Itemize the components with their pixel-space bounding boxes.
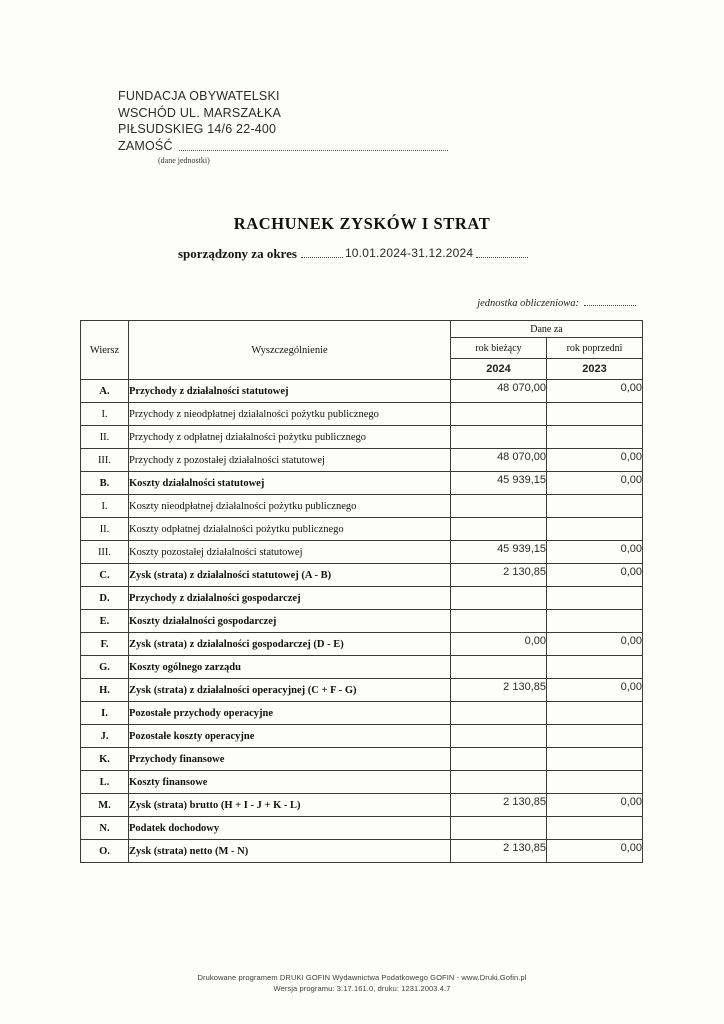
unit-line-3: PIŁSUDSKIEG 14/6 22-400	[118, 122, 277, 136]
table-row	[81, 564, 643, 587]
row-value-previous-year	[547, 725, 643, 748]
unit-details-block	[118, 88, 448, 165]
row-label: Koszty działalności gospodarczej	[129, 610, 451, 633]
row-label: Zysk (strata) netto (M - N)	[129, 840, 451, 863]
page-title: RACHUNEK ZYSKÓW I STRAT	[233, 214, 491, 233]
row-value-current-year: 2 130,85	[451, 679, 547, 702]
row-label: Zysk (strata) z działalności statutowej (A - B)	[129, 564, 451, 587]
row-symbol: M.	[81, 794, 129, 817]
row-label: Podatek dochodowy	[129, 817, 451, 840]
row-value-current-year	[451, 656, 547, 679]
row-value-previous-year: 0,00	[547, 564, 643, 587]
row-label: Koszty finansowe	[129, 771, 451, 794]
header-year-previous: 2023	[547, 359, 643, 380]
row-value-current-year: 2 130,85	[451, 794, 547, 817]
profit-and-loss-table	[80, 320, 643, 863]
row-symbol: I.	[81, 403, 129, 426]
row-symbol: F.	[81, 633, 129, 656]
row-label: Zysk (strata) z działalności operacyjnej (C + F - G)	[129, 679, 451, 702]
table-row	[81, 518, 643, 541]
row-value-previous-year	[547, 495, 643, 518]
table-row	[81, 748, 643, 771]
row-label: Przychody z działalności gospodarczej	[129, 587, 451, 610]
row-value-current-year	[451, 587, 547, 610]
row-value-previous-year: 0,00	[547, 541, 643, 564]
row-value-current-year: 45 939,15	[451, 472, 547, 495]
period-row	[178, 246, 558, 262]
row-value-previous-year	[547, 518, 643, 541]
row-value-current-year	[451, 403, 547, 426]
row-symbol: B.	[81, 472, 129, 495]
table-header-row-1	[81, 321, 643, 338]
table-row	[81, 679, 643, 702]
table-body	[81, 380, 643, 863]
table-row	[81, 633, 643, 656]
row-value-current-year	[451, 817, 547, 840]
row-symbol: K.	[81, 748, 129, 771]
row-value-current-year: 45 939,15	[451, 541, 547, 564]
table-row	[81, 817, 643, 840]
calculation-unit-dots	[584, 304, 636, 306]
row-value-previous-year	[547, 702, 643, 725]
period-dots-left	[301, 256, 343, 258]
row-symbol: G.	[81, 656, 129, 679]
row-value-previous-year	[547, 587, 643, 610]
row-label: Przychody z pozostałej działalności statutowej	[129, 449, 451, 472]
row-symbol: I.	[81, 702, 129, 725]
unit-line-4-row	[118, 138, 448, 155]
row-value-previous-year	[547, 656, 643, 679]
row-value-current-year: 48 070,00	[451, 380, 547, 403]
row-symbol: III.	[81, 449, 129, 472]
row-value-current-year	[451, 495, 547, 518]
unit-line-4: ZAMOŚĆ	[118, 138, 173, 153]
row-value-previous-year: 0,00	[547, 679, 643, 702]
table-row	[81, 587, 643, 610]
row-symbol: A.	[81, 380, 129, 403]
unit-caption: (dane jednostki)	[158, 156, 210, 165]
row-value-current-year: 48 070,00	[451, 449, 547, 472]
table-row	[81, 840, 643, 863]
row-value-previous-year: 0,00	[547, 633, 643, 656]
row-label: Koszty pozostałej działalności statutowej	[129, 541, 451, 564]
row-symbol: II.	[81, 518, 129, 541]
footer-line-1: Drukowane programem DRUKI GOFIN Wydawnictwa Podatkowego GOFIN - www.Druki.Gofin.pl	[197, 973, 527, 982]
row-value-previous-year: 0,00	[547, 472, 643, 495]
table-row	[81, 403, 643, 426]
table-row	[81, 449, 643, 472]
row-value-previous-year	[547, 426, 643, 449]
header-wiersz: Wiersz	[81, 321, 129, 380]
header-wyszczegolnienie: Wyszczególnienie	[129, 321, 451, 380]
row-value-current-year	[451, 725, 547, 748]
row-label: Zysk (strata) brutto (H + I - J + K - L)	[129, 794, 451, 817]
table-row	[81, 656, 643, 679]
row-label: Pozostałe przychody operacyjne	[129, 702, 451, 725]
row-symbol: II.	[81, 426, 129, 449]
row-symbol: C.	[81, 564, 129, 587]
table-row	[81, 472, 643, 495]
row-value-current-year	[451, 748, 547, 771]
table-row	[81, 771, 643, 794]
row-value-current-year: 2 130,85	[451, 564, 547, 587]
table-row	[81, 380, 643, 403]
row-value-previous-year: 0,00	[547, 794, 643, 817]
row-label: Pozostałe koszty operacyjne	[129, 725, 451, 748]
footer-line-2: Wersja programu: 3.17.161.0, druku: 1231.2003.4.7	[273, 984, 451, 993]
row-value-previous-year: 0,00	[547, 840, 643, 863]
table-row	[81, 702, 643, 725]
header-rok-biezacy: rok bieżący	[451, 338, 547, 359]
row-value-previous-year: 0,00	[547, 449, 643, 472]
row-label: Koszty działalności statutowej	[129, 472, 451, 495]
row-symbol: H.	[81, 679, 129, 702]
row-value-current-year	[451, 518, 547, 541]
row-value-current-year	[451, 771, 547, 794]
row-symbol: L.	[81, 771, 129, 794]
header-rok-poprzedni: rok poprzedni	[547, 338, 643, 359]
row-label: Koszty odpłatnej działalności pożytku publicznego	[129, 518, 451, 541]
unit-line-2: WSCHÓD UL. MARSZAŁKA	[118, 105, 282, 120]
row-value-previous-year	[547, 610, 643, 633]
row-value-previous-year	[547, 771, 643, 794]
calculation-unit-note	[477, 298, 636, 309]
calculation-unit-label: jednostka obliczeniowa:	[477, 298, 579, 309]
period-value: 10.01.2024-31.12.2024	[344, 246, 474, 260]
row-symbol: D.	[81, 587, 129, 610]
row-value-current-year	[451, 426, 547, 449]
row-value-current-year	[451, 610, 547, 633]
table-row	[81, 541, 643, 564]
row-label: Koszty ogólnego zarządu	[129, 656, 451, 679]
row-value-current-year: 0,00	[451, 633, 547, 656]
table-row	[81, 495, 643, 518]
row-symbol: III.	[81, 541, 129, 564]
row-value-previous-year	[547, 817, 643, 840]
row-value-previous-year	[547, 748, 643, 771]
period-label: sporządzony za okres	[178, 246, 297, 261]
row-label: Przychody finansowe	[129, 748, 451, 771]
period-dots-right	[476, 256, 528, 258]
table-row	[81, 426, 643, 449]
row-value-previous-year: 0,00	[547, 380, 643, 403]
row-label: Przychody z odpłatnej działalności pożytku publicznego	[129, 426, 451, 449]
row-symbol: N.	[81, 817, 129, 840]
row-label: Zysk (strata) z działalności gospodarczej (D - E)	[129, 633, 451, 656]
unit-dotted-fill	[179, 149, 448, 151]
row-symbol: I.	[81, 495, 129, 518]
table-row	[81, 725, 643, 748]
header-year-current: 2024	[451, 359, 547, 380]
row-value-current-year	[451, 702, 547, 725]
row-value-current-year: 2 130,85	[451, 840, 547, 863]
row-value-previous-year	[547, 403, 643, 426]
row-label: Przychody z działalności statutowej	[129, 380, 451, 403]
unit-line-1: FUNDACJA OBYWATELSKI	[118, 89, 280, 103]
row-symbol: J.	[81, 725, 129, 748]
row-symbol: E.	[81, 610, 129, 633]
print-footer	[0, 972, 724, 994]
row-label: Przychody z nieodpłatnej działalności pożytku publicznego	[129, 403, 451, 426]
header-dane-za: Dane za	[451, 321, 643, 338]
table-row	[81, 794, 643, 817]
row-symbol: O.	[81, 840, 129, 863]
row-label: Koszty nieodpłatnej działalności pożytku publicznego	[129, 495, 451, 518]
table-row	[81, 610, 643, 633]
